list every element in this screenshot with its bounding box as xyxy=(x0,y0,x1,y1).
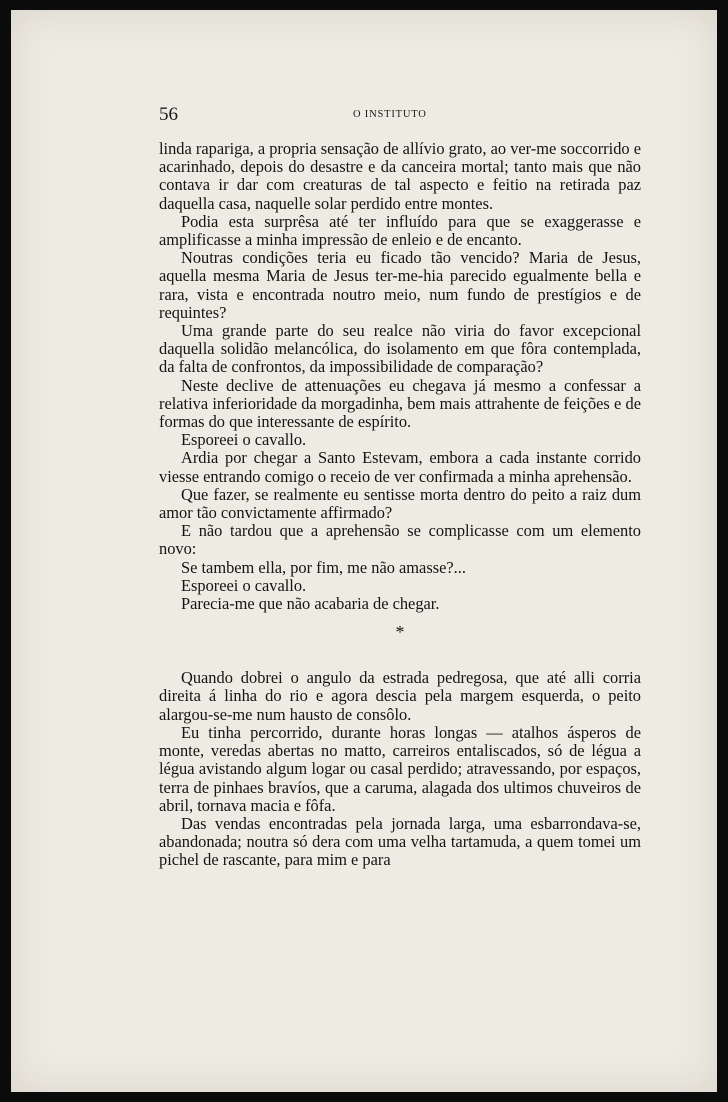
paragraph: E não tardou que a aprehensão se complicasse com um elemento novo: xyxy=(159,521,641,559)
paragraph: Ardia por chegar a Santo Estevam, embora a cada instante corrido viesse entrando comigo o receio de ver confirmada a minha aprehensão. xyxy=(159,448,641,486)
paragraph: Das vendas encontradas pela jornada larga, uma esbarrondava-se, abandonada; noutra só dera com uma velha tartamuda, a quem tomei um pichel de rascante, para mim e para xyxy=(159,813,641,870)
paragraph: Parecia-me que não acabaria de chegar. xyxy=(181,594,440,614)
paragraph: Neste declive de attenuações eu chegava já mesmo a confessar a relativa inferioridade da morgadinha, bem mais attrahente de feições e de formas do que interessante de espírito. xyxy=(159,375,641,432)
paragraph: Eu tinha percorrido, durante horas longas — atalhos ásperos de monte, veredas abertas no matto, carreiros entaliscados, só de légua a légua avistando algum logar ou casal perdido; atravessando, por espaços, terra de pinhaes bravíos, que a caruma, alagada dos ultimos chuveiros de abril, tornava macia e fôfa. xyxy=(159,722,641,815)
page-number: 56 xyxy=(159,104,178,125)
body-text xyxy=(159,140,641,870)
book-page xyxy=(11,10,717,1092)
paragraph: Noutras condições teria eu ficado tão vencido? Maria de Jesus, aquella mesma Maria de Jesus ter-me-hia parecido egualmente bella e rara, vista e encontrada noutro meio, num fundo de prestígios e de requintes? xyxy=(159,248,641,322)
paragraph: Que fazer, se realmente eu sentisse morta dentro do peito a raiz dum amor tão convictamente affirmado? xyxy=(159,484,641,523)
running-head xyxy=(159,104,639,126)
paragraph: Uma grande parte do seu realce não viria do favor excepcional daquella solidão melancólica, do isolamento em que fôra contemplada, da falta de confrontos, da impossibilidade de comparação? xyxy=(159,321,641,377)
section-separator: * xyxy=(395,622,405,643)
paragraph: Esporeei o cavallo. xyxy=(181,430,307,450)
paragraph: Quando dobrei o angulo da estrada pedregosa, que até alli corria direita á linha do rio e agora descia pela margem esquerda, o peito alargou-se-me num hausto de consôlo. xyxy=(159,668,641,724)
journal-title: O INSTITUTO xyxy=(353,109,427,120)
paragraph: Se tambem ella, por fim, me não amasse?... xyxy=(181,557,466,577)
paragraph: linda rapariga, a propria sensação de allívio grato, ao ver-me soccorrido e acarinhado, depois do desastre e da canceira mortal; tanto mais que não contava ir dar com creaturas de tal aspecto e feitio na retirada paz daquella casa, naquelle solar perdido entre montes. xyxy=(159,139,641,213)
paragraph: Podia esta surprêsa até ter influído para que se exaggerasse e amplificasse a minha impressão de enleio e de encanto. xyxy=(159,211,641,250)
paragraph: Esporeei o cavallo. xyxy=(181,575,307,595)
